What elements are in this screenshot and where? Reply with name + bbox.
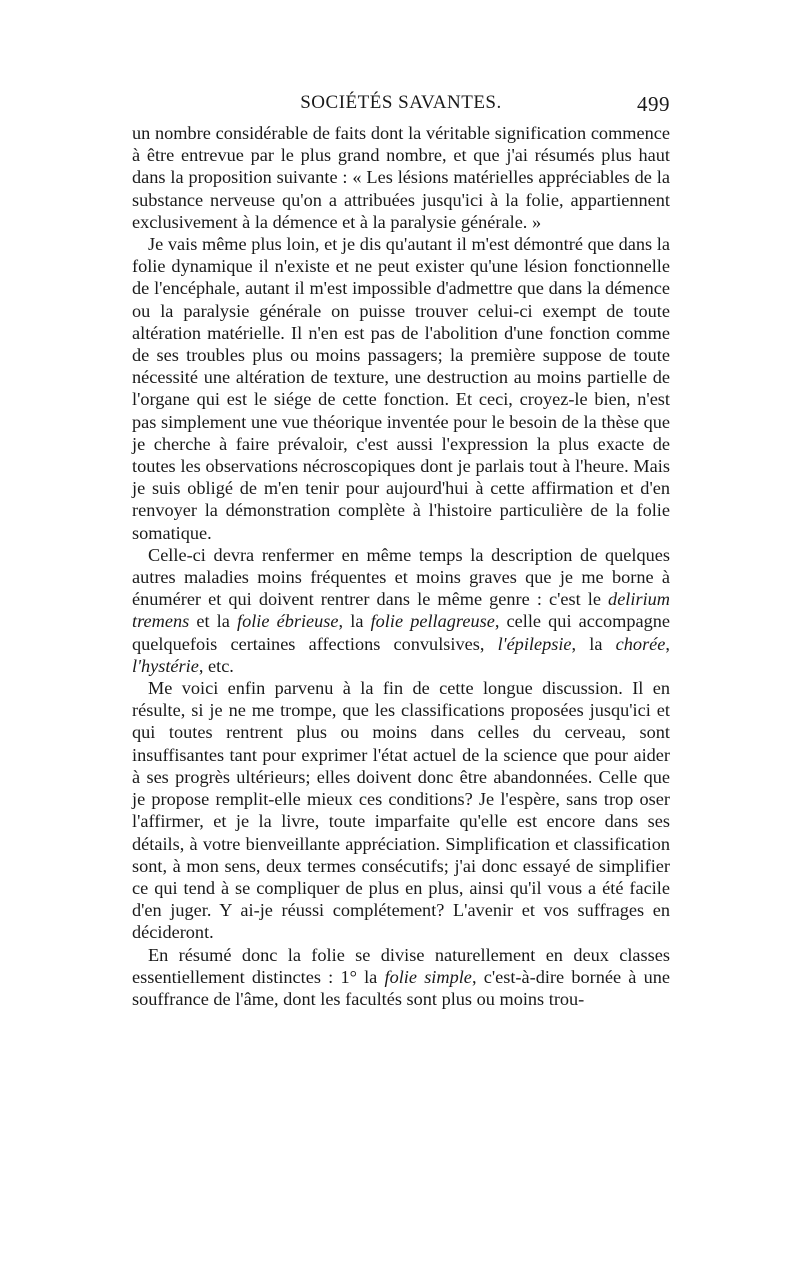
body-text: [132, 122, 670, 1010]
italic-text: folie ébrieuse: [236, 611, 339, 632]
text-run: et la: [189, 611, 237, 632]
page-number: 499: [637, 92, 670, 116]
text-run: , c'est-à-dire bornée à une souffrance de l'âme, dont les facultés sont plus ou moins trou-: [132, 966, 671, 1009]
running-header: [132, 92, 670, 122]
paragraph: [132, 122, 670, 233]
paragraph: [132, 233, 670, 544]
running-title: SOCIÉTÉS SAVANTES.: [300, 92, 502, 113]
text-run: En résumé donc la folie se divise naturellement en deux classes essentiellement distinctes : 1° la: [132, 944, 670, 987]
italic-text: l'hystérie: [132, 655, 199, 676]
italic-text: chorée: [615, 633, 666, 654]
text-run: , la: [338, 611, 371, 632]
paragraph: [132, 544, 670, 677]
italic-text: folie pellagreuse: [370, 611, 495, 632]
text-run: Je vais même plus loin, et je dis qu'autant il m'est démontré que dans la folie dynamique il n'existe et ne peut exister qu'une lésion fonctionnelle de l'encéphale, autant il m'est impossible d'admettre que dans la démence ou la paralysie générale on puisse trouver celui-ci exempt de toute altération matérielle. Il n'en est pas de l'abolition d'une fonction comme de ses troubles plus ou moins passagers; la première suppose de toute nécessité une altération de texture, une destruction au moins partielle de l'organe qui est le siége de cette fonction. Et ceci, croyez-le bien, n'est pas simplement une vue théorique inventée pour le besoin de la thèse que je cherche à faire prévaloir, c'est aussi l'expression la plus exacte de toutes les observations nécroscopiques dont je parlais tout à l'heure. Mais je suis obligé de m'en tenir pour aujourd'hui à cette affirmation et d'en renvoyer la démonstration complète à l'histoire particulière de la folie somatique.: [132, 234, 670, 543]
italic-text: delirium tremens: [132, 589, 670, 632]
italic-text: folie simple: [384, 966, 472, 987]
paragraph: [132, 677, 670, 943]
paragraph: [132, 944, 670, 1011]
text-run: Me voici enfin parvenu à la fin de cette longue discussion. Il en résulte, si je ne me trompe, que les classifications proposées jusqu'ici et qui toutes rentrent plus ou moins dans celles du cerveau, sont insuffisantes tant pour exprimer l'état actuel de la science que pour aider à ses progrès ultérieurs; elles doivent donc être abandonnées. Celle que je propose remplit-elle mieux ces conditions? Je l'espère, sans trop oser l'affirmer, et je la livre, toute imparfaite qu'elle est encore dans ses détails, à votre bienveillante appréciation. Simplification et classification sont, à mon sens, deux termes consécutifs; j'ai donc essayé de simplifier ce qui tend à se compliquer de plus en plus, ainsi qu'il vous a été facile d'en juger. Y ai-je réussi complétement? L'avenir et vos suffrages en décideront.: [132, 678, 670, 943]
text-run: un nombre considérable de faits dont la véritable signification commence à être entrevue par le plus grand nombre, et que j'ai résumés plus haut dans la proposition suivante : « Les lésions matérielles appréciables de la substance nerveuse qu'on a attribuées jusqu'ici à la folie, appartiennent exclusivement à la démence et à la paralysie générale. »: [132, 123, 670, 232]
text-run: , celle qui accompagne quelquefois certaines affections convulsives,: [132, 611, 671, 654]
text-run: , la: [571, 633, 616, 654]
book-page: [132, 92, 670, 1010]
text-run: ,: [665, 633, 670, 654]
text-run: , etc.: [198, 655, 234, 676]
text-run: Celle-ci devra renfermer en même temps la description de quelques autres maladies moins fréquentes et moins graves que je me borne à énumérer et qui doivent rentrer dans le même genre : c'est le: [132, 544, 670, 610]
italic-text: l'épilepsie: [497, 633, 572, 654]
